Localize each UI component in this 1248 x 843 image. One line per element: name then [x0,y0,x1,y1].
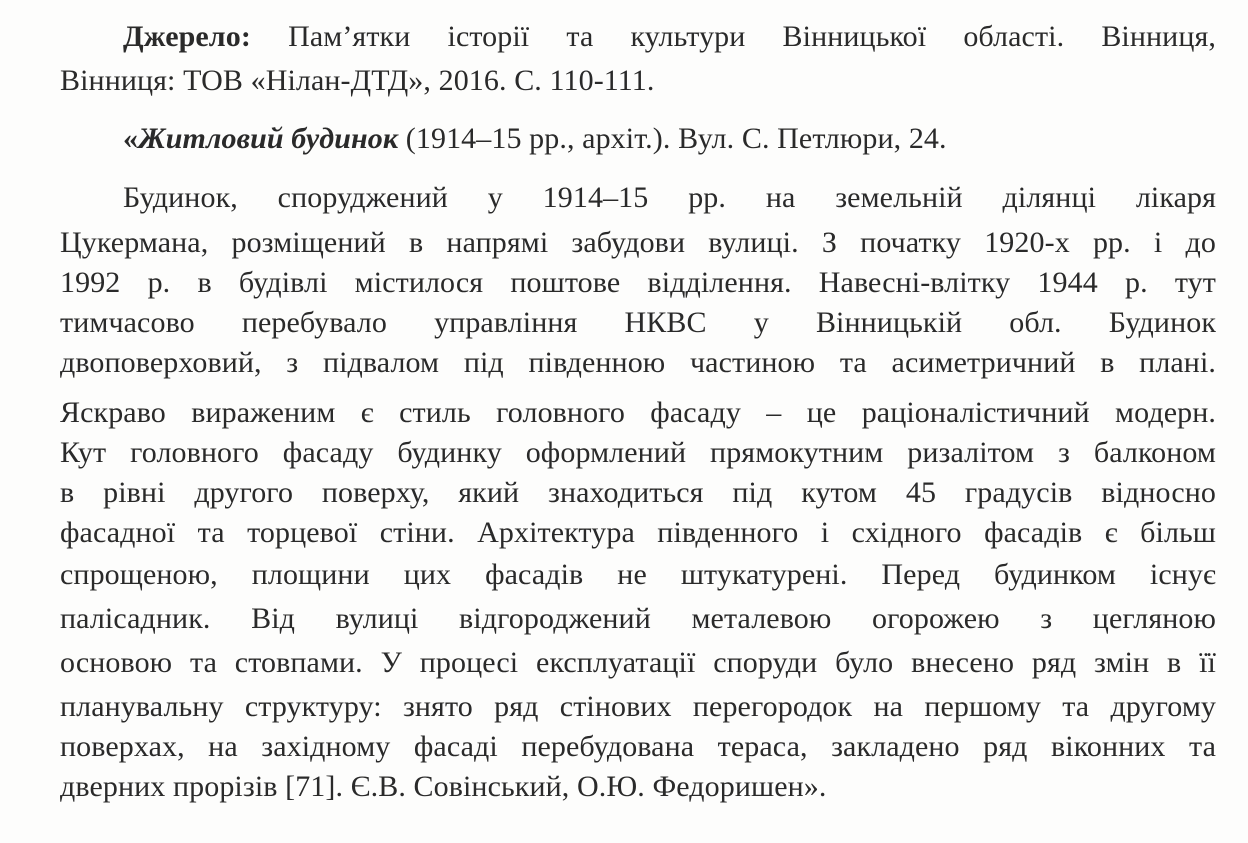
body-line: Цукермана, розміщений в напрямі забудови вулиці. З початку 1920-х рр. і до [60,226,1216,259]
body-line: планувальну структуру: знято ряд стінових перегородок на першому та другому [60,690,1216,723]
body-line: палісадник. Від вулиці відгороджений металевою огорожею з цегляною [60,602,1216,635]
body-line-last: дверних прорізів [71]. Є.В. Совінський, О.Ю. Федоришен». [60,770,827,803]
body-line: фасадної та торцевої стіни. Архітектура південного і східного фасадів є більш [60,516,1216,549]
heading-title: Житловий будинок [138,122,399,155]
body-line: в рівні другого поверху, який знаходиться під кутом 45 градусів відносно [60,476,1216,509]
body-line: Яскраво вираженим є стиль головного фасаду – це раціоналістичний модерн. [60,396,1216,429]
body-line: спрощеною, площини цих фасадів не штукатурені. Перед будинком існує [60,558,1216,591]
body-line: основою та стовпами. У процесі експлуатації споруди було внесено ряд змін в її [60,646,1216,679]
body-line: тимчасово перебувало управління НКВС у Вінницькій обл. Будинок [60,306,1216,339]
heading-open-quote: « [123,122,139,155]
source-text: Пам’ятки історії та культури Вінницької області. Вінниця, [288,20,1216,53]
body-line: Будинок, споруджений у 1914–15 рр. на земельній ділянці лікаря [123,181,1216,214]
heading-rest: (1914–15 рр., архіт.). Вул. С. Петлюри, 24. [405,122,947,155]
body-line: двоповерховий, з підвалом під південною частиною та асиметричний в плані. [60,346,1216,379]
source-label: Джерело: [123,20,251,53]
source-line-2: Вінниця: ТОВ «Нілан-ДТД», 2016. С. 110-111. [60,64,655,97]
source-line-1 [123,20,1216,54]
heading-line [123,122,1216,156]
body-line: Кут головного фасаду будинку оформлений прямокутним ризалітом з балконом [60,436,1216,469]
body-line: поверхах, на західному фасаді перебудована тераса, закладено ряд віконних та [60,730,1216,763]
body-line: 1992 р. в будівлі містилося поштове відділення. Навесні-влітку 1944 р. тут [60,266,1216,299]
